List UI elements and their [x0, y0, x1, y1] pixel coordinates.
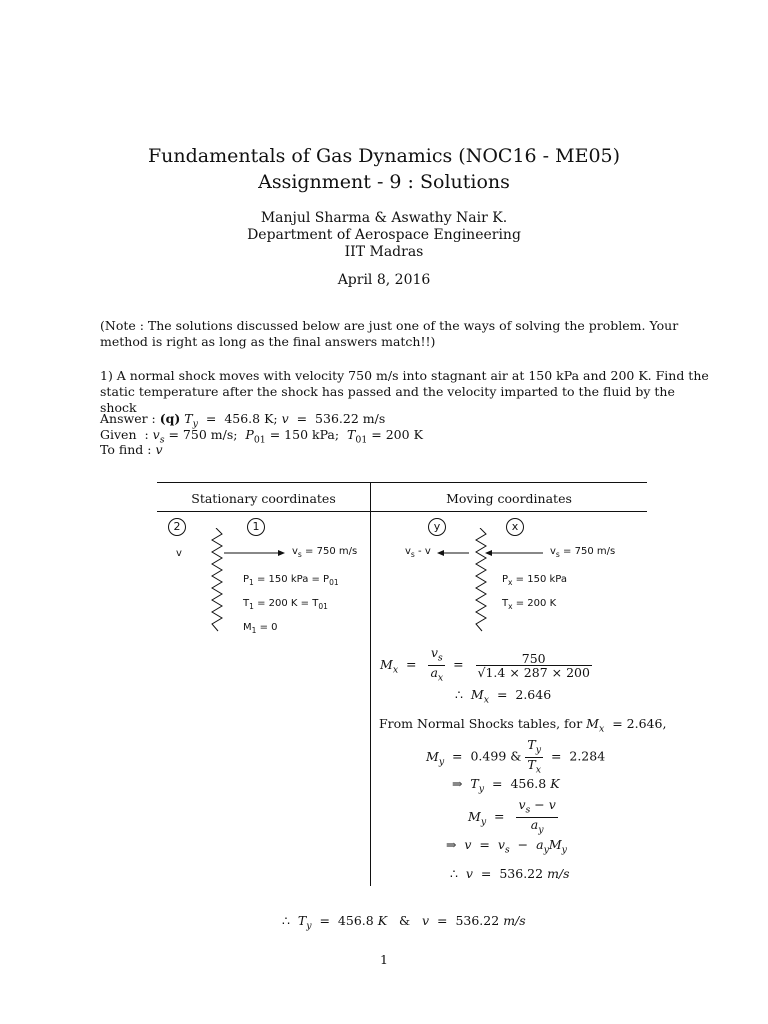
region-y-marker: y: [428, 518, 446, 536]
equation-mx-result: ∴ $M_x = 2.646$: [455, 687, 552, 706]
shock-velocity-label: $v_s = 750$ m/s: [292, 546, 358, 559]
equation-v: ⇒ $v = v_s - a_yM_y$: [446, 837, 567, 856]
velocity-v-label: v: [176, 548, 182, 559]
equation-v-result: ∴ v = 536.22 m/s: [450, 866, 570, 881]
department: Department of Aerospace Engineering: [247, 227, 521, 243]
given-line: Given : $v_s = 750$ m/s; $P_{01} = 150$ kPa; $T_{01} = 200$ K: [100, 427, 423, 446]
shock-table-text: From Normal Shocks tables, for $M_x = 2.646$,: [379, 716, 667, 735]
relative-velocity-label: $v_s$ - v: [405, 546, 431, 559]
equation-my-ty-tx: $M_y = 0.499$ & $\frac{T_y}{T_x}$ = 2.284: [426, 737, 606, 775]
final-answer: ∴ $T_y = 456.8$ K & v = 536.22 m/s: [282, 913, 526, 932]
region-2-marker: 2: [168, 518, 186, 536]
title-line-2: Assignment - 9 : Solutions: [258, 171, 510, 193]
title-line-1: Fundamentals of Gas Dynamics (NOC16 - ME05): [147, 145, 621, 167]
relative-velocity-arrow: [436, 548, 470, 558]
table-column-divider: [370, 482, 371, 886]
tx-label: $T_x = 200$ K: [502, 598, 557, 611]
px-label: $P_x = 150$ kPa: [502, 574, 567, 587]
table-header-rule: [157, 511, 647, 512]
equation-my: $M_y$ = $\frac{v_s - v}{a_y}$: [468, 797, 556, 835]
authors: Manjul Sharma & Aswathy Nair K.: [260, 210, 508, 226]
m1-label: $M_1 = 0$: [243, 622, 278, 635]
shock-wave-stationary: [206, 528, 230, 632]
date: April 8, 2016: [337, 272, 431, 288]
answer-line: Answer : (q) $T_y = 456.8$ K; v = 536.22 m/s: [100, 411, 386, 430]
incoming-flow-arrow: [484, 548, 544, 558]
equation-ty: ⇒ $T_y = 456.8$ K: [452, 776, 560, 795]
shock-velocity-arrow: [224, 548, 286, 558]
shock-wave-moving: [470, 528, 494, 632]
col-header-stationary: Stationary coordinates: [191, 491, 336, 506]
p1-label: $P_1 = 150$ kPa = $P_{01}$: [243, 574, 339, 587]
question-text: 1) A normal shock moves with velocity 750 m/s into stagnant air at 150 kPa and 200 K. Find the static temperature after the shock has passed and the velocity imparted to the fluid by the shock: [100, 368, 709, 415]
col-header-moving: Moving coordinates: [446, 491, 572, 506]
institute: IIT Madras: [344, 244, 424, 260]
region-x-marker: x: [506, 518, 524, 536]
table-top-rule: [157, 482, 647, 483]
t1-label: $T_1 = 200$ $K = T_{01}$: [243, 598, 328, 611]
to-find-line: To find : v: [100, 442, 163, 457]
page-number: 1: [380, 952, 388, 967]
region-1-marker: 1: [247, 518, 265, 536]
note-paragraph: (Note : The solutions discussed below are just one of the ways of solving the problem. Your method is right as long as the final answers match!!): [100, 318, 679, 349]
incoming-velocity-label: $v_s = 750$ m/s: [550, 546, 616, 559]
equation-mx: $M_x$ = $\frac{v_s}{a_x}$ = $\frac{750}{√1.4 \times 287 \times 200}$: [380, 645, 590, 683]
